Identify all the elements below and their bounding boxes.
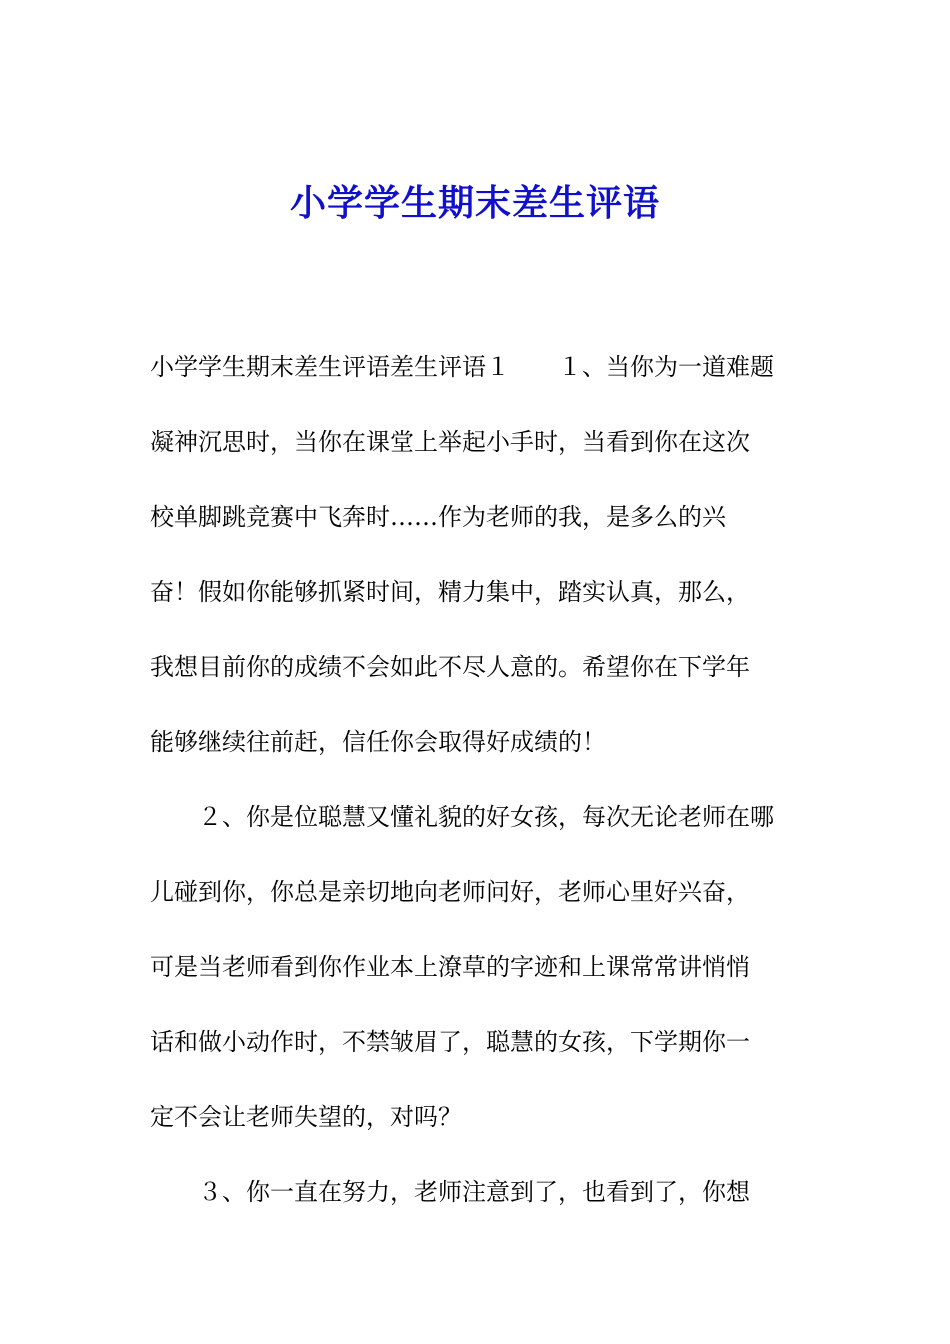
body-line: 凝神沉思时，当你在课堂上举起小手时，当看到你在这次 <box>150 428 750 456</box>
body-line: 话和做小动作时，不禁皱眉了，聪慧的女孩，下学期你一 <box>150 1028 750 1056</box>
body-line: 我想目前你的成绩不会如此不尽人意的。希望你在下学年 <box>150 653 750 681</box>
body-line: 小学学生期末差生评语差生评语１ １、当你为一道难题 <box>150 353 774 381</box>
document-body <box>150 330 810 1230</box>
body-line: 校单脚跳竞赛中飞奔时……作为老师的我，是多么的兴 <box>150 503 726 531</box>
body-line: ２、你是位聪慧又懂礼貌的好女孩，每次无论老师在哪 <box>150 803 774 831</box>
document-title: 小学学生期末差生评语 <box>289 182 660 224</box>
body-line: 可是当老师看到你作业本上潦草的字迹和上课常常讲悄悄 <box>150 953 750 981</box>
body-line: 奋！假如你能够抓紧时间，精力集中，踏实认真，那么， <box>150 578 750 606</box>
body-line: 能够继续往前赶，信任你会取得好成绩的！ <box>150 728 606 756</box>
body-line: ３、你一直在努力，老师注意到了，也看到了，你想 <box>150 1178 750 1206</box>
body-line: 儿碰到你，你总是亲切地向老师问好，老师心里好兴奋， <box>150 878 750 906</box>
body-line: 定不会让老师失望的，对吗？ <box>150 1103 462 1131</box>
